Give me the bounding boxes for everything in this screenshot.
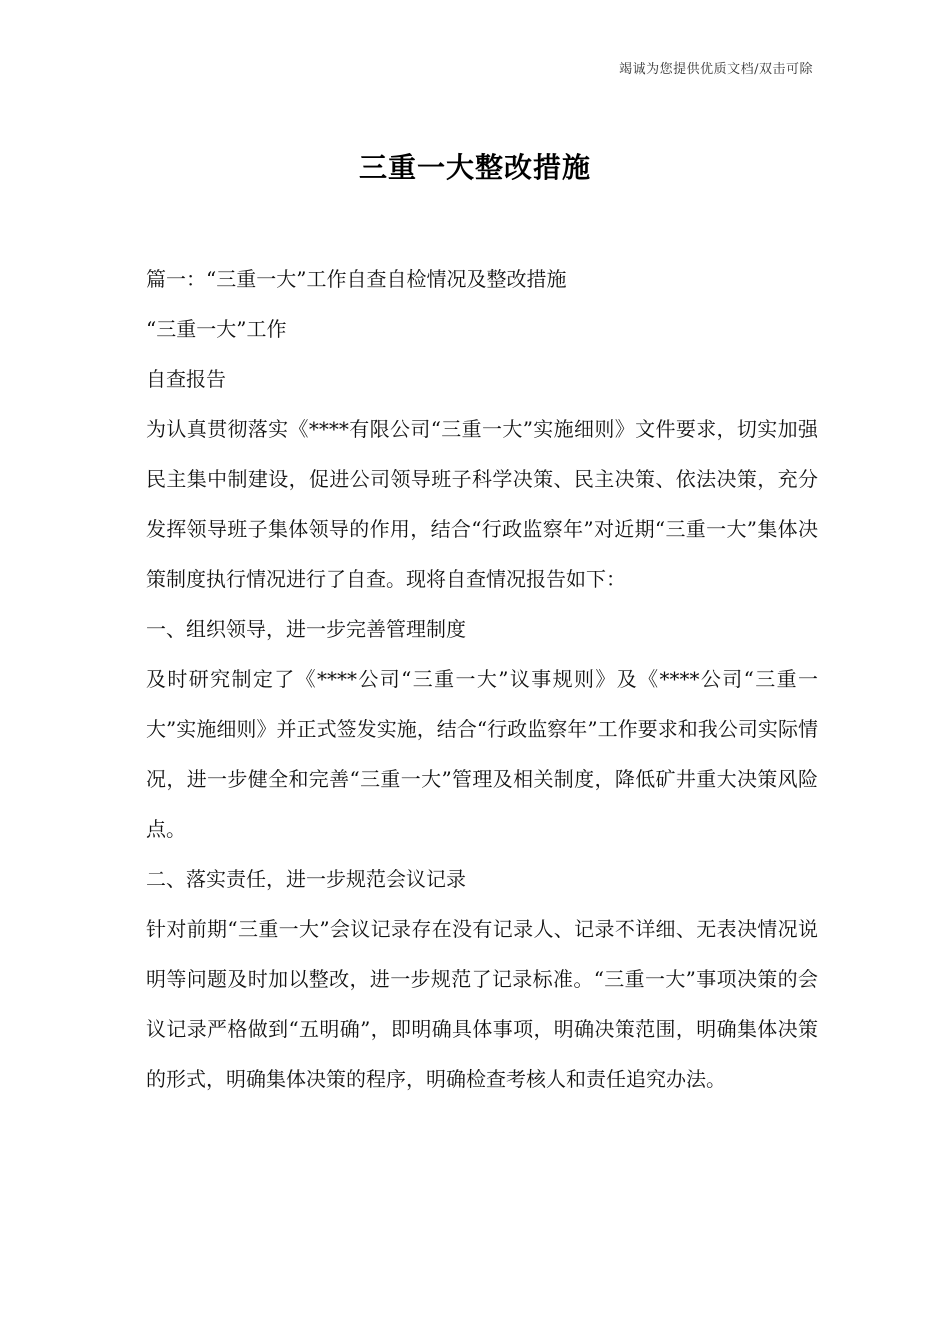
- header-note: 竭诚为您提供优质文档/双击可除: [619, 62, 813, 77]
- article-heading: 篇一：“三重一大”工作自查自检情况及整改措施: [146, 267, 567, 291]
- report-subtitle-line-1: “三重一大”工作: [146, 317, 287, 341]
- section-2-paragraph: 针对前期“三重一大”会议记录存在没有记录人、记录不详细、无表决情况说明等问题及时加以整改，进一步规范了记录标准。“三重一大”事项决策的会议记录严格做到“五明确”，即明确具体事项，明确决策范围，明确集体决策的形式，明确集体决策的程序，明确检查考核人和责任追究办法。: [146, 917, 818, 1091]
- intro-paragraph: 为认真贯彻落实《****有限公司“三重一大”实施细则》文件要求，切实加强民主集中制建设，促进公司领导班子科学决策、民主决策、依法决策，充分发挥领导班子集体领导的作用，结合“行政监察年”对近期“三重一大”集体决策制度执行情况进行了自查。现将自查情况报告如下：: [146, 417, 818, 591]
- section-heading-1: 一、组织领导，进一步完善管理制度: [146, 617, 466, 641]
- section-heading-2: 二、落实责任，进一步规范会议记录: [146, 867, 466, 891]
- report-subtitle-line-2: 自查报告: [146, 367, 226, 391]
- document-title: 三重一大整改措施: [358, 151, 591, 184]
- section-1-paragraph: 及时研究制定了《****公司“三重一大”议事规则》及《****公司“三重一大”实施细则》并正式签发实施，结合“行政监察年”工作要求和我公司实际情况，进一步健全和完善“三重一大”管理及相关制度，降低矿井重大决策风险点。: [146, 667, 818, 841]
- document-body: [146, 254, 818, 1104]
